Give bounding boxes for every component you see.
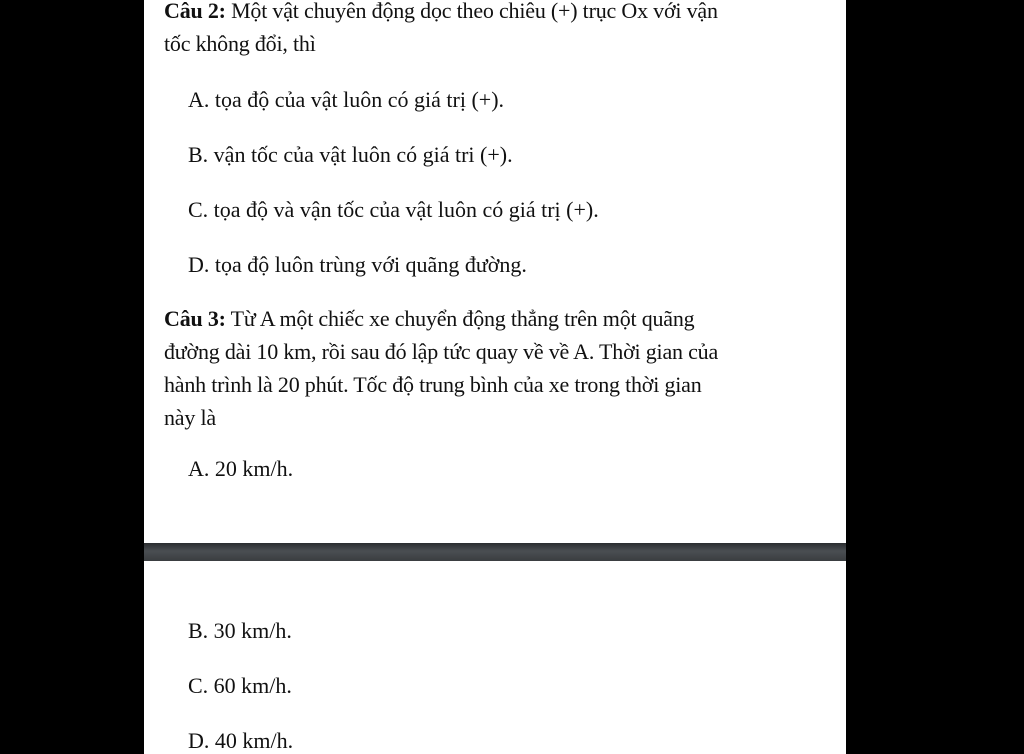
question-3-line-4: này là bbox=[164, 405, 216, 430]
question-3-label: Câu 3: bbox=[164, 306, 226, 331]
question-2-line-2: tốc không đổi, thì bbox=[164, 31, 316, 56]
question-3-line-3: hành trình là 20 phút. Tốc độ trung bình của xe trong thời gian bbox=[164, 372, 702, 397]
question-3-option-c: C. 60 km/h. bbox=[188, 673, 292, 698]
question-2-line-1 bbox=[164, 0, 824, 27]
question-2-option-c: C. tọa độ và vận tốc của vật luôn có giá trị (+). bbox=[188, 197, 599, 222]
question-2-option-b: B. vận tốc của vật luôn có giá tri (+). bbox=[188, 142, 513, 167]
question-2-label: Câu 2: bbox=[164, 0, 226, 23]
question-3 bbox=[164, 302, 824, 434]
question-2-option-d: D. tọa độ luôn trùng với quãng đường. bbox=[188, 252, 527, 277]
question-2-text: Một vật chuyên động dọc theo chiêu (+) trục Ox với vận bbox=[231, 0, 718, 23]
question-3-line-1 bbox=[164, 302, 824, 335]
question-3-option-d: D. 40 km/h. bbox=[188, 728, 294, 753]
question-3-line-2: đường dài 10 km, rồi sau đó lập tức quay về về A. Thời gian của bbox=[164, 339, 719, 364]
question-3-option-a: A. 20 km/h. bbox=[188, 456, 294, 481]
question-2-option-a: A. tọa độ của vật luôn có giá trị (+). bbox=[188, 87, 505, 112]
page-2 bbox=[144, 561, 846, 754]
question-3-option-b: B. 30 km/h. bbox=[188, 618, 292, 643]
page-1 bbox=[144, 0, 846, 543]
question-3-text: Từ A một chiếc xe chuyển động thẳng trên một quãng bbox=[230, 306, 695, 331]
page-separator bbox=[144, 543, 846, 561]
question-2 bbox=[164, 0, 824, 60]
